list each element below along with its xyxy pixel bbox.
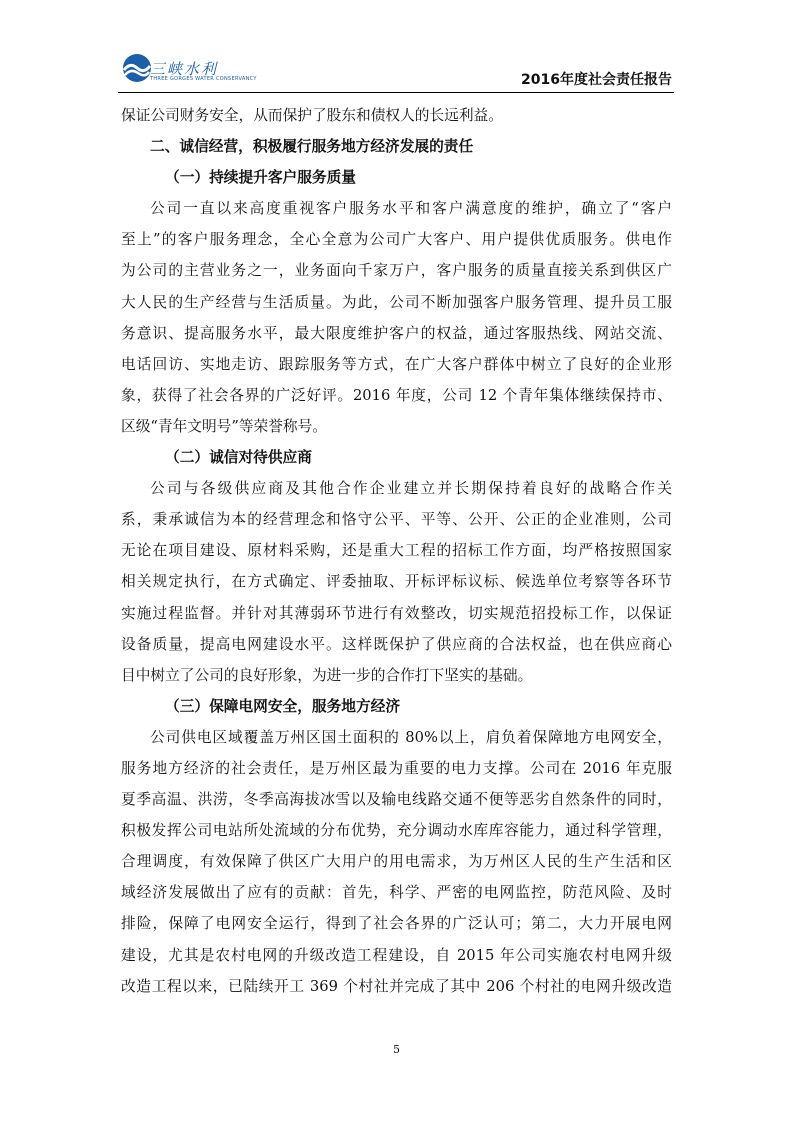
paragraph-line: 积极发挥公司电站所处流域的分布优势，充分调动水库库容能力，通过科学管理， bbox=[121, 822, 672, 840]
paragraph-line: 系，秉承诚信为本的经营理念和恪守公平、平等、公开、公正的企业准则，公司 bbox=[121, 511, 672, 529]
subsection-heading: （三）保障电网安全，服务地方经济 bbox=[165, 697, 401, 715]
paragraph-line: 公司供电区域覆盖万州区国土面积的 80%以上，肩负着保障地方电网安全， bbox=[150, 728, 672, 746]
subsection-heading: （二）诚信对待供应商 bbox=[165, 449, 312, 467]
paragraph-line: 域经济发展做出了应有的贡献：首先，科学、严密的电网监控，防范风险、及时 bbox=[121, 884, 672, 902]
paragraph-line: 保证公司财务安全，从而保护了股东和债权人的长远利益。 bbox=[121, 107, 503, 124]
paragraph-line: 建设，尤其是农村电网的升级改造工程建设，自 2015 年公司实施农村电网升级 bbox=[121, 946, 672, 964]
document-body bbox=[121, 100, 672, 1002]
paragraph-line: 公司一直以来高度重视客户服务水平和客户满意度的维护，确立了“客户 bbox=[150, 200, 672, 218]
logo-text: 三峡水利 bbox=[150, 60, 219, 78]
logo-subtitle: THREE GORGES WATER CONSERVANCY bbox=[150, 76, 257, 82]
paragraph-line: 夏季高温、洪涝，冬季高海拔冰雪以及输电线路交通不便等恶劣自然条件的同时， bbox=[121, 791, 672, 809]
wave-logo-icon bbox=[120, 52, 154, 84]
paragraph-line: 排险，保障了电网安全运行，得到了社会各界的广泛认可；第二，大力开展电网 bbox=[121, 915, 672, 933]
section-heading: 二、诚信经营，积极履行服务地方经济发展的责任 bbox=[150, 138, 474, 156]
paragraph-line: 大人民的生产经营与生活质量。为此，公司不断加强客户服务管理、提升员工服 bbox=[121, 293, 672, 311]
paragraph-line: 改造工程以来，已陆续开工 369 个村社并完成了其中 206 个村社的电网升级改造 bbox=[121, 977, 672, 995]
paragraph-line: 目中树立了公司的良好形象，为进一步的合作打下坚实的基础。 bbox=[121, 666, 533, 684]
paragraph-line: 务意识、提高服务水平，最大限度维护客户的权益，通过客服热线、网站交流、 bbox=[121, 324, 672, 342]
paragraph-line: 服务地方经济的社会责任，是万州区最为重要的电力支撑。公司在 2016 年克服 bbox=[121, 759, 672, 777]
paragraph-line: 设备质量，提高电网建设水平。这样既保护了供应商的合法权益，也在供应商心 bbox=[121, 635, 672, 653]
report-title: 2016年度社会责任报告 bbox=[521, 72, 672, 88]
paragraph-line: 电话回访、实地走访、跟踪服务等方式，在广大客户群体中树立了良好的企业形 bbox=[121, 355, 672, 373]
paragraph-line: 至上”的客户服务理念，全心全意为公司广大客户、用户提供优质服务。供电作 bbox=[121, 231, 672, 249]
page-number: 5 bbox=[393, 1043, 400, 1056]
paragraph-line: 实施过程监督。并针对其薄弱环节进行有效整改，切实规范招投标工作，以保证 bbox=[121, 604, 672, 622]
paragraph-line: 象，获得了社会各界的广泛好评。2016 年度，公司 12 个青年集体继续保持市、 bbox=[121, 386, 672, 404]
paragraph-line: 区级“青年文明号”等荣誉称号。 bbox=[121, 417, 327, 435]
paragraph-line: 相关规定执行，在方式确定、评委抽取、开标评标议标、候选单位考察等各环节 bbox=[121, 573, 672, 591]
paragraph-line: 为公司的主营业务之一，业务面向千家万户，客户服务的质量直接关系到供区广 bbox=[121, 262, 672, 280]
paragraph-line: 公司与各级供应商及其他合作企业建立并长期保持着良好的战略合作关 bbox=[150, 480, 672, 498]
paragraph-line: 合理调度，有效保障了供区广大用户的用电需求，为万州区人民的生产生活和区 bbox=[121, 853, 672, 871]
paragraph-line: 无论在项目建设、原材料采购，还是重大工程的招标工作方面，均严格按照国家 bbox=[121, 542, 672, 560]
header-divider bbox=[118, 92, 674, 93]
subsection-heading: （一）持续提升客户服务质量 bbox=[165, 169, 356, 187]
